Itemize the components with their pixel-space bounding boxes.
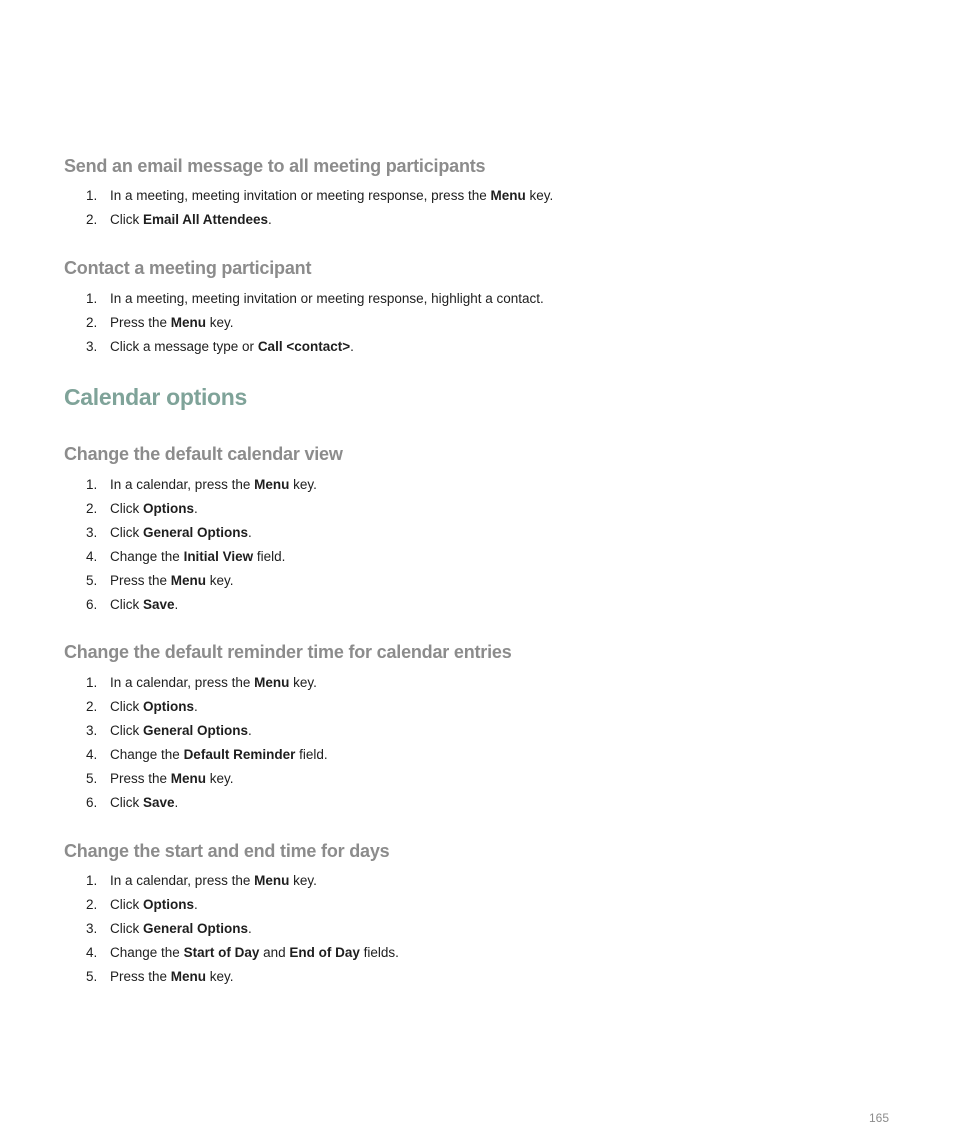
step-text-run: In a meeting, meeting invitation or meeting response, press the [110, 188, 491, 203]
heading-contact-participant: Contact a meeting participant [64, 258, 312, 278]
ui-term: Start of Day [183, 945, 260, 960]
step-text-run: key. [289, 477, 317, 492]
step-text-run: Click a message type or [110, 339, 258, 354]
step-number: 3. [86, 921, 98, 936]
heading-calendar-options: Calendar options [64, 384, 248, 410]
ui-term: Default Reminder [183, 747, 296, 762]
step-number: 2. [86, 315, 98, 330]
step-number: 2. [86, 699, 98, 714]
step-text [110, 211, 272, 229]
step-text [110, 314, 234, 332]
step-text-run: Click [110, 501, 143, 516]
step-text [110, 872, 317, 890]
step-text-run: key. [289, 675, 317, 690]
step-text-run: . [174, 597, 179, 612]
step-text [110, 944, 399, 962]
step-number: 3. [86, 525, 98, 540]
step-text-run: . [194, 897, 198, 912]
step-text [110, 794, 178, 812]
step-text [110, 722, 252, 740]
ui-term: Initial View [183, 549, 254, 564]
step-number: 5. [86, 969, 98, 984]
ui-term: Menu [170, 771, 207, 786]
step-text [110, 920, 252, 938]
step-number: 1. [86, 675, 98, 690]
step-text [110, 698, 198, 716]
step-text-run: Click [110, 795, 143, 810]
step-text-run: . [174, 795, 179, 810]
step-text-run: fields. [359, 945, 399, 960]
step-text-run: field. [295, 747, 328, 762]
step-text-run: Click [110, 897, 143, 912]
step-number: 6. [86, 795, 98, 810]
step-number: 2. [86, 212, 98, 227]
step-text [110, 572, 234, 590]
page-number: 165 [869, 1111, 890, 1125]
ui-term: Menu [254, 873, 290, 888]
ui-term: Options [143, 699, 194, 714]
step-text [110, 674, 317, 692]
step-text-run: . [248, 525, 252, 540]
ui-term: Options [143, 501, 194, 516]
step-text [110, 596, 178, 614]
step-text-run: key. [206, 573, 234, 588]
ui-term: Options [143, 897, 194, 912]
heading-default-reminder: Change the default reminder time for calendar entries [64, 642, 512, 662]
step-number: 1. [86, 291, 98, 306]
step-number: 3. [86, 339, 98, 354]
step-text-run: Click [110, 921, 143, 936]
step-text-run: key. [206, 969, 234, 984]
step-text-run: key. [289, 873, 317, 888]
step-text [110, 896, 198, 914]
step-number: 4. [86, 945, 98, 960]
heading-email-all-participants: Send an email message to all meeting participants [64, 156, 486, 176]
step-number: 6. [86, 597, 98, 612]
step-text-run: Press the [110, 573, 171, 588]
step-number: 1. [86, 477, 98, 492]
step-text [110, 968, 234, 986]
step-number: 2. [86, 897, 98, 912]
step-text-run: field. [253, 549, 286, 564]
step-text [110, 476, 317, 494]
step-text-run: . [248, 723, 252, 738]
step-text-run: In a meeting, meeting invitation or meeting response, highlight a contact. [110, 291, 544, 306]
ui-term: End of Day [289, 945, 360, 960]
ui-term: Call <contact> [257, 339, 351, 354]
step-text-run: In a calendar, press the [110, 477, 255, 492]
step-text-run: Click [110, 212, 143, 227]
step-text-run: Change the [110, 945, 184, 960]
heading-start-end-time: Change the start and end time for days [64, 841, 390, 861]
step-text-run: Click [110, 597, 143, 612]
step-text-run: Click [110, 699, 143, 714]
step-number: 1. [86, 873, 98, 888]
step-text [110, 338, 354, 356]
ui-term: Menu [254, 675, 290, 690]
step-text-run: key. [525, 188, 554, 203]
step-text [110, 290, 544, 308]
ui-term: Menu [490, 188, 526, 203]
ui-term: Menu [254, 477, 290, 492]
step-number: 5. [86, 573, 98, 588]
step-number: 5. [86, 771, 98, 786]
step-text-run: key. [206, 771, 234, 786]
step-text-run: Change the [110, 549, 184, 564]
ui-term: General Options [143, 723, 249, 738]
heading-default-calendar-view: Change the default calendar view [64, 444, 343, 464]
step-text-run: In a calendar, press the [110, 873, 255, 888]
step-text [110, 770, 234, 788]
step-text-run: . [248, 921, 252, 936]
step-text-run: . [194, 501, 198, 516]
step-text-run: In a calendar, press the [110, 675, 255, 690]
ui-term: Email All Attendees [143, 212, 269, 227]
step-text-run: Click [110, 525, 143, 540]
step-text [110, 548, 285, 566]
step-text-run: key. [206, 315, 234, 330]
step-text [110, 187, 553, 205]
ui-term: Menu [170, 315, 207, 330]
step-text [110, 746, 328, 764]
step-number: 3. [86, 723, 98, 738]
step-text-run: . [350, 339, 354, 354]
step-text-run: and [259, 945, 290, 960]
step-text-run: Press the [110, 771, 171, 786]
step-text-run: Press the [110, 315, 171, 330]
step-number: 4. [86, 747, 98, 762]
step-text-run: . [194, 699, 198, 714]
step-text-run: Click [110, 723, 143, 738]
step-number: 1. [86, 188, 98, 203]
ui-term: Menu [170, 969, 207, 984]
step-text [110, 524, 252, 542]
ui-term: Save [143, 597, 175, 612]
ui-term: General Options [143, 921, 249, 936]
ui-term: Menu [170, 573, 207, 588]
step-text-run: . [268, 212, 272, 227]
step-text [110, 500, 198, 518]
step-number: 2. [86, 501, 98, 516]
step-text-run: Press the [110, 969, 171, 984]
ui-term: Save [143, 795, 175, 810]
step-text-run: Change the [110, 747, 184, 762]
ui-term: General Options [143, 525, 249, 540]
step-number: 4. [86, 549, 98, 564]
